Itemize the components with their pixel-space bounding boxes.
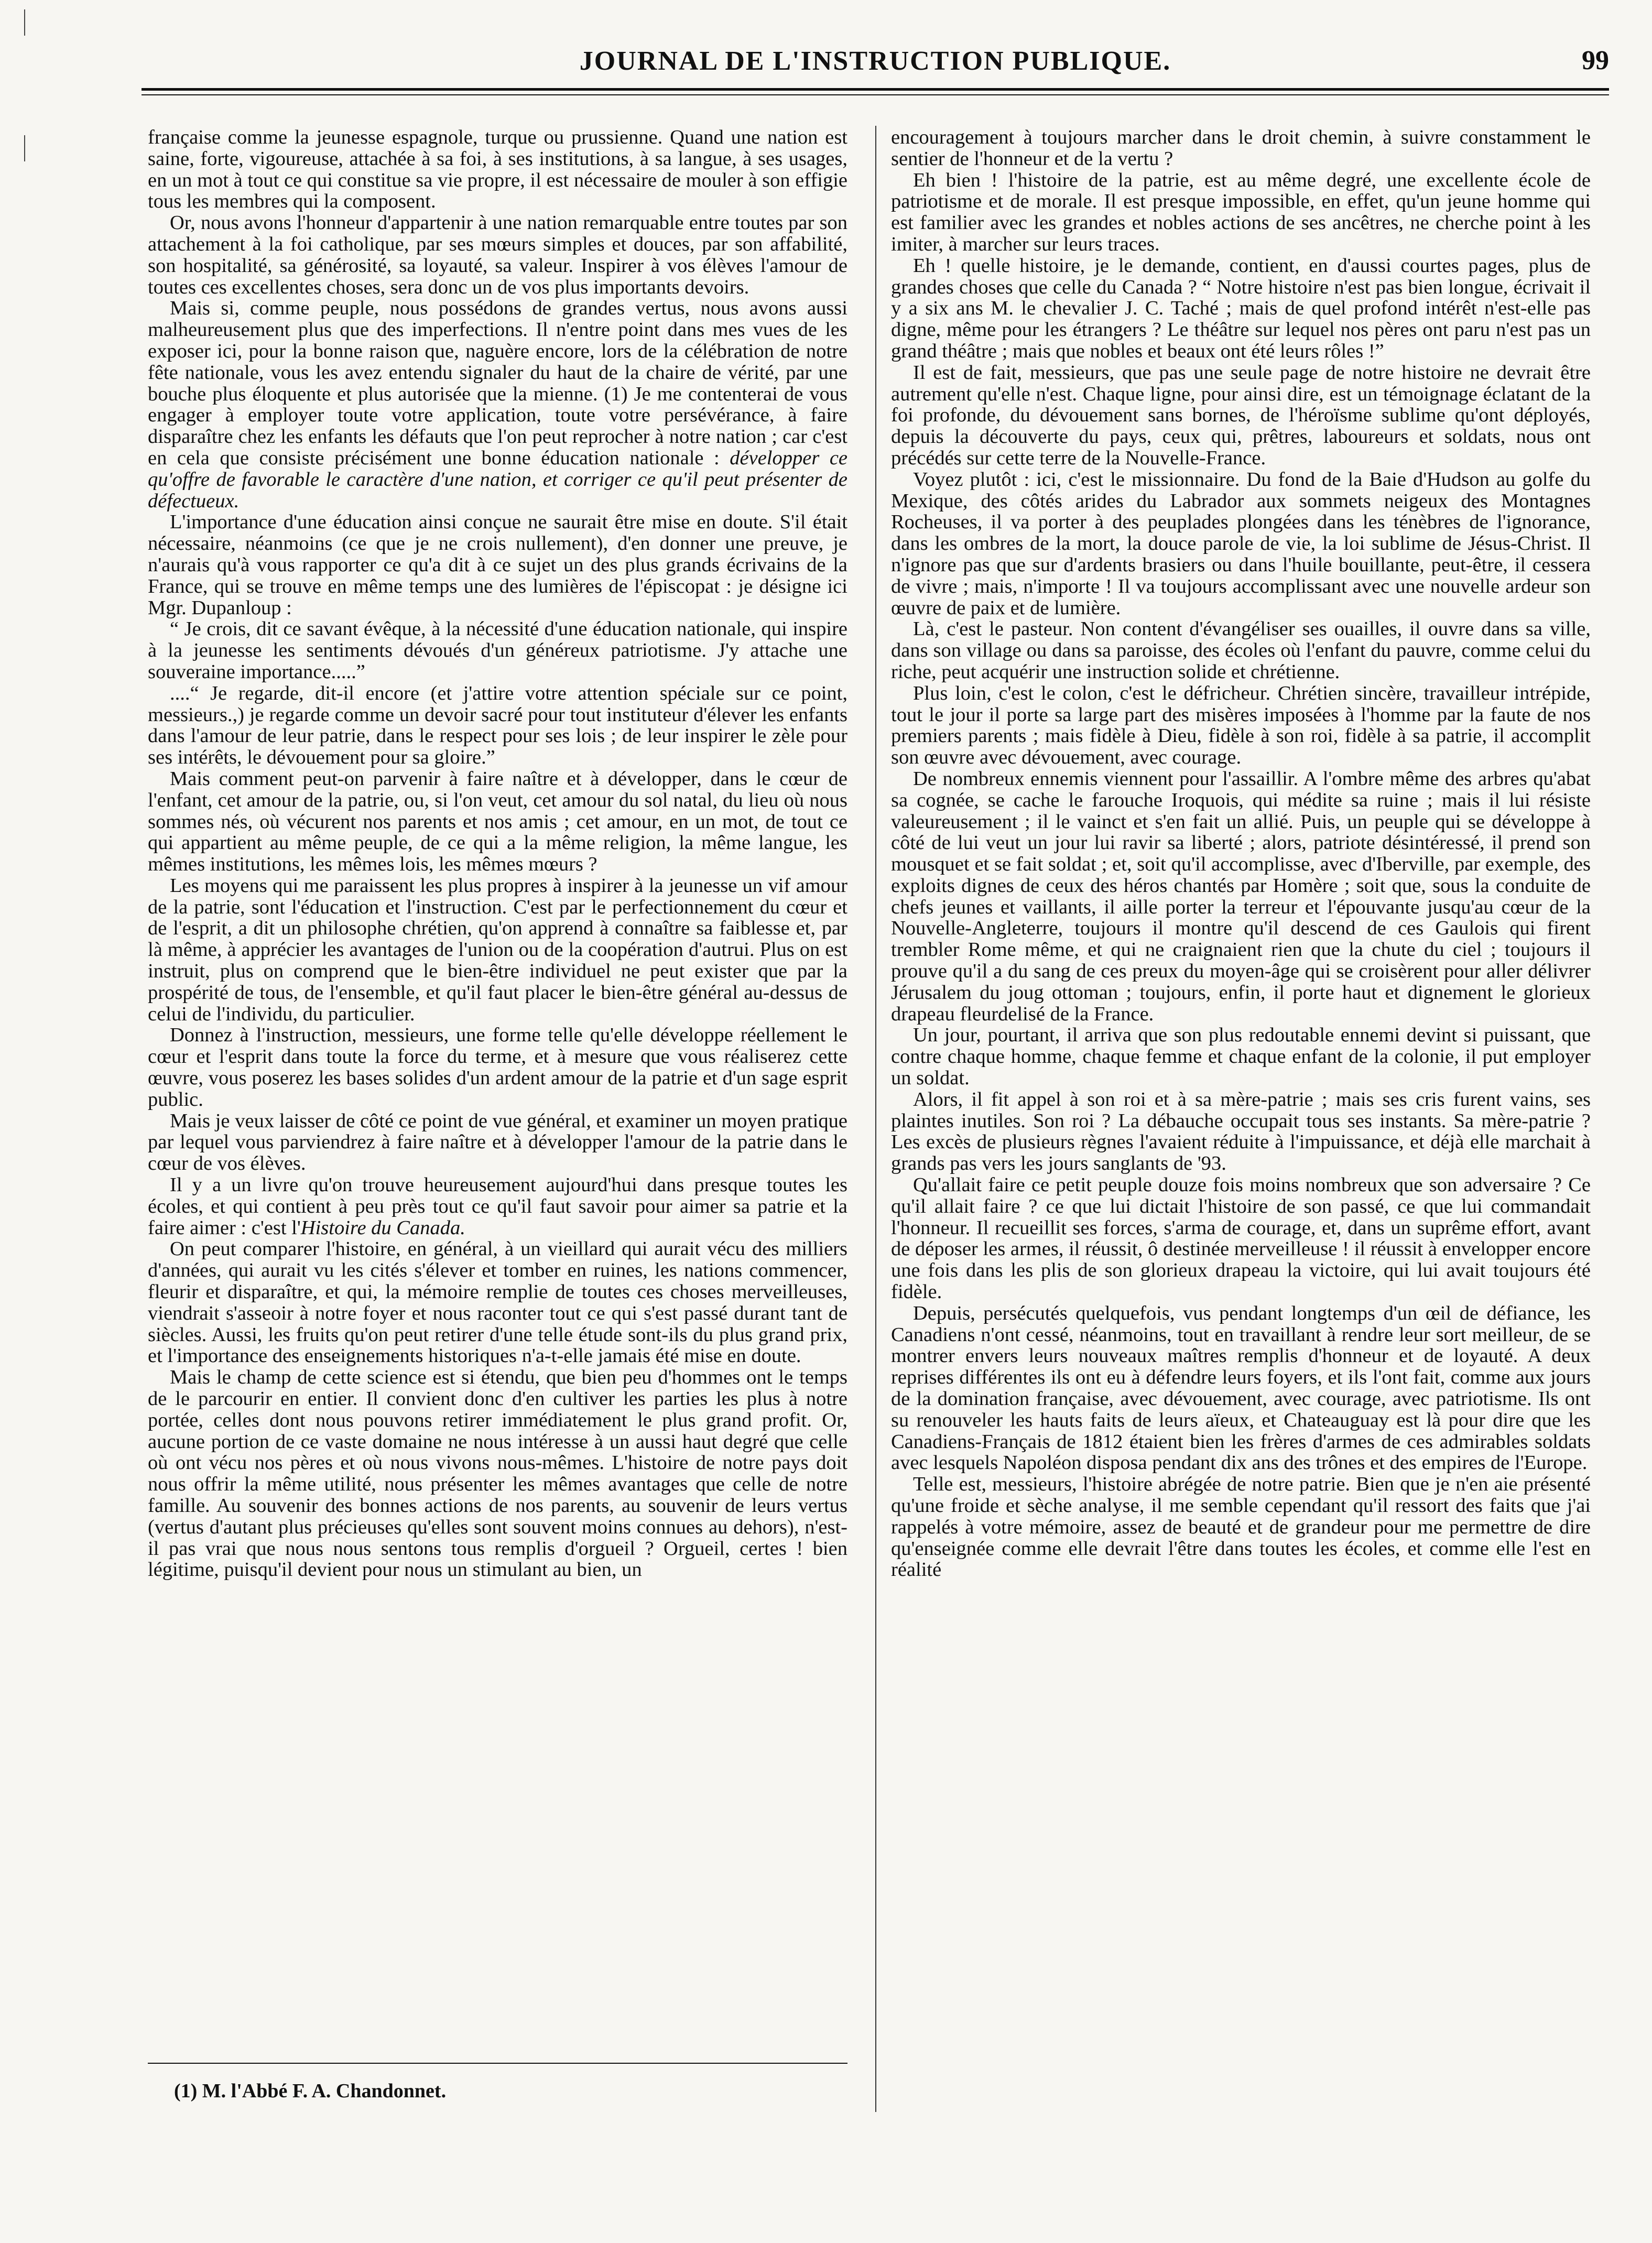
footnote: (1) M. l'Abbé F. A. Chandonnet. [174,2080,447,2102]
paragraph [148,1174,847,1238]
paragraph: Mais comment peut-on parvenir à faire naître et à développer, dans le cœur de l'enfant, cet amour de la patrie, ou, si l'on veut, cet amour du sol natal, du lieu où nous sommes nés, où vécurent nos parents et nos amis ; cet amour, en un mot, de tout ce qui appartient au même peuple, de ce qui a la même religion, la même langue, les mêmes institutions, les mêmes lois, les mêmes mœurs ? [148,767,847,876]
paragraph: Qu'allait faire ce petit peuple douze fois moins nombreux que son adversaire ? Ce qu'il allait faire ? ce que lui dictait l'histoire de son passé, ce que lui commandait l'honneur. Il recueillit ses forces, s'arma de courage, et, dans un suprême effort, avant de déposer les armes, il réussit, ô destinée merveilleuse ! il réussit à envelopper encore une fois dans les plis de son glorieux drapeau la victoire, qui lui avait toujours été fidèle. [891,1174,1591,1303]
paragraph: Depuis, persécutés quelquefois, vus pendant longtemps d'un œil de défiance, les Canadiens n'ont cessé, néanmoins, tout en travaillant à rendre leur sort meilleur, de se montrer envers leurs nouveaux maîtres remplis d'honneur et de loyauté. A deux reprises différentes ils ont eu à défendre leurs foyers, et ils l'ont fait, comme aux jours de la domination française, avec dévouement, avec courage, avec patriotisme. Ils ont su renouveler les hauts faits de leurs aïeux, et Chateauguay est là pour dire que les Canadiens-Français de 1812 étaient bien les frères d'armes de ces admirables soldats avec lesquels Napoléon disposa pendant dix ans des trônes et des empires de l'Europe. [891,1302,1591,1474]
paragraph: L'importance d'une éducation ainsi conçue ne saurait être mise en doute. S'il était nécessaire, néanmoins (ce que je ne crois nullement), d'en donner une preuve, je n'aurais qu'à vous rapporter ce qu'a dit à ce sujet un des plus grands écrivains de la France, qui se trouve en même temps une des lumières de l'épiscopat : je désigne ici Mgr. Dupanloup : [148,511,847,619]
paragraph: Eh ! quelle histoire, je le demande, contient, en d'aussi courtes pages, plus de grandes choses que celle du Canada ? “ Notre histoire n'est pas bien longue, écrivait il y a six ans M. le chevalier J. C. Taché ; mais de quel profond intérêt n'est-elle pas digne, même pour les étrangers ? Le théâtre sur lequel nos pères ont paru n'est pas un grand théâtre ; mais que nobles et beaux ont été leurs rôles !” [891,254,1591,362]
paragraph: française comme la jeunesse espagnole, turque ou prussienne. Quand une nation est saine, forte, vigoureuse, attachée à sa foi, à ses institutions, à sa langue, à ses usages, en un mot à tout ce qui constitue sa vie propre, il est nécessaire de mouler à son effigie tous les membres qui la composent. [148,126,847,213]
paragraph: Telle est, messieurs, l'histoire abrégée de notre patrie. Bien que je n'en aie présenté qu'une froide et sèche analyse, il me semble cependant qu'il ressort des faits que j'ai rappelés à votre mémoire, assez de beauté et de grandeur pour me permettre de dire qu'enseignée comme elle devrait l'être dans toutes les écoles, et comme elle l'est en réalité [891,1473,1591,1581]
paragraph: Eh bien ! l'histoire de la patrie, est au même degré, une excellente école de patriotisme et de morale. Il est presque impossible, en effet, qu'un jeune homme qui est familier avec les grandes et nobles actions de ses ancêtres, ne cherche point à les imiter, à marcher sur leurs traces. [891,169,1591,255]
quotation: “ Je crois, dit ce savant évêque, à la nécessité d'une éducation nationale, qui inspire à la jeunesse les sentiments dévoués d'un généreux patriotisme. J'y attache une souveraine importance.....” [148,618,847,683]
header-rule-thin [142,94,1609,95]
paragraph: Là, c'est le pasteur. Non content d'évangéliser ses ouailles, il ouvre dans sa ville, dans son village ou dans sa paroisse, des écoles où l'enfant du pauvre, comme celui du riche, peut acquérir une instruction solide et chrétienne. [891,618,1591,683]
paragraph: Or, nous avons l'honneur d'appartenir à une nation remarquable entre toutes par son attachement à la foi catholique, par ses mœurs simples et douces, par son affabilité, son hospitalité, sa générosité, sa loyauté, sa valeur. Inspirer à vos élèves l'amour de toutes ces excellentes choses, sera donc un de vos plus importants devoirs. [148,212,847,298]
paragraph: Donnez à l'instruction, messieurs, une forme telle qu'elle développe réellement le cœur et l'esprit dans toute la force du terme, et à mesure que vous réaliserez cette œuvre, vous poserez les bases solides d'un ardent amour de la patrie et d'un sage esprit public. [148,1024,847,1110]
header-rule-thick [142,88,1609,91]
paragraph: encouragement à toujours marcher dans le droit chemin, à suivre constamment le sentier de l'honneur et de la vertu ? [891,126,1591,170]
paragraph: Un jour, pourtant, il arriva que son plus redoutable ennemi devint si puissant, que contre chaque homme, chaque femme et chaque enfant de la colonie, il put employer un soldat. [891,1024,1591,1090]
paragraph [148,298,847,511]
page-number: 99 [1582,46,1609,75]
journal-title: JOURNAL DE L'INSTRUCTION PUBLIQUE. [579,46,1171,76]
running-header [142,40,1609,82]
column-divider [875,126,876,2112]
paragraph: De nombreux ennemis viennent pour l'assaillir. A l'ombre même des arbres qu'abat sa cognée, se cache le farouche Iroquois, qui médite sa ruine ; mais il lui résiste valeureusement ; il le vainct et s'en fait un allié. Puis, un peuple qui se développe à côté de lui veut un jour lui ravir sa liberté ; alors, patriote désintéressé, il prend son mousquet et se fait soldat ; et, soit qu'il accomplisse, avec d'Iberville, par exemple, des exploits dignes de ceux des héros chantés par Homère ; soit que, sous la conduite de chefs jeunes et vaillants, il aille porter la terreur et l'épouvante jusqu'au cœur de la Nouvelle-Angleterre, toujours il montre qu'il descend de ces Gaulois qui firent trembler Rome même, et qui ne craignaient rien que la chute du ciel ; toujours il prouve qu'il a du sang de ces preux du moyen-âge qui se croisèrent pour aller délivrer Jérusalem du joug ottoman ; toujours, enfin, il porte haut et dignement le glorieux drapeau fleurdelisé de la France. [891,767,1591,1025]
paragraph: Mais le champ de cette science est si étendu, que bien peu d'hommes ont le temps de le parcourir en entier. Il convient donc d'en cultiver les parties les plus à notre portée, celles dont nous pouvons retirer immédiatement le plus grand profit. Or, aucune portion de ce vaste domaine ne nous intéresse à un aussi haut degré que celle où ont vécu nos pères et où nous vivons nous-mêmes. L'histoire de notre pays doit nous offrir la même utilité, nous présenter les mêmes avantages que celle de notre famille. Au souvenir des bonnes actions de nos parents, au souvenir de leurs vertus (vertus d'autant plus précieuses qu'elles sont souvent moins connues au dehors), n'est-il pas vrai que nous nous sentons tous remplis d'orgueil ? Orgueil, certes ! bien légitime, puisqu'il devient pour nous un stimulant au bien, un [148,1366,847,1581]
paragraph-text: Mais si, comme peuple, nous possédons de grandes vertus, nous avons aussi malheureusement plus que des imperfections. Il n'entre point dans mes vues de les exposer ici, pour la bonne raison que, naguère encore, lors de la célébration de notre fête nationale, vous les avez entendu signaler du haut de la chaire de vérité, par une bouche plus éloquente et plus autorisée que la mienne. (1) Je me contenterai de vous engager à employer toute votre application, toute votre persévérance, à faire disparaître chez les enfants les défauts que l'on peut reprocher à notre nation ; car c'est en cela que consiste précisément une bonne éducation nationale : [148,297,847,469]
paragraph: Plus loin, c'est le colon, c'est le défricheur. Chrétien sincère, travailleur intrépide, tout le jour il porte sa large part des misères imposées à l'homme par la faute de nos premiers parents ; mais fidèle à Dieu, fidèle à son roi, fidèle à sa patrie, il accomplit son œuvre avec dévouement, avec courage. [891,682,1591,769]
book-title: Histoire du Canada. [300,1216,465,1239]
paragraph: Les moyens qui me paraissent les plus propres à inspirer à la jeunesse un vif amour de la patrie, sont l'éducation et l'instruction. C'est par le perfectionnement du cœur et de l'esprit, a dit un philosophe chrétien, qu'on apprend à connaître sa faiblesse et, par là même, à apprécier les avantages de l'union ou de la coopération d'autrui. Plus on est instruit, plus on comprend que le bien-être individuel ne peut exister que par la prospérité de tous, de l'ensemble, et qu'il faut placer le bien-être général au-dessus de celui de l'individu, du particulier. [148,874,847,1025]
margin-mark [24,9,25,36]
left-column [148,127,847,1581]
paragraph-text: Il y a un livre qu'on trouve heureusement aujourd'hui dans presque toutes les écoles, et qui contient à peu près tout ce qu'il faut savoir pour aimer sa patrie et la faire aimer : c'est l' [148,1174,847,1239]
right-column [891,127,1591,1581]
italic-quote: développer ce qu'offre de favorable le caractère d'une nation, et corriger ce qu'il peut présenter de défectueux. [148,447,847,512]
paragraph: On peut comparer l'histoire, en général, à un vieillard qui aurait vécu des milliers d'années, qui aurait vu les cités s'élever et tomber en ruines, les nations commencer, fleurir et disparaître, et qui, la mémoire remplie de toutes ces choses merveilleuses, viendrait s'asseoir à notre foyer et nous raconter tout ce qui s'est passé durant tant de siècles. Aussi, les fruits qu'on peut retirer d'une telle étude sont-ils du plus grand prix, et l'importance des enseignements historiques n'a-t-elle jamais été mise en doute. [148,1238,847,1367]
paragraph: Mais je veux laisser de côté ce point de vue général, et examiner un moyen pratique par lequel vous parviendrez à faire naître et à développer l'amour de la patrie dans le cœur de vos élèves. [148,1109,847,1175]
paragraph: Alors, il fit appel à son roi et à sa mère-patrie ; mais ses cris furent vains, ses plaintes inutiles. Son roi ? La débauche occupait tous ses instants. Sa mère-patrie ? Les excès de plusieurs règnes l'avaient réduite à l'impuissance, et déjà elle marchait à grands pas vers les jours sanglants de '93. [891,1088,1591,1175]
paragraph: Il est de fait, messieurs, que pas une seule page de notre histoire ne devrait être autrement qu'elle n'est. Chaque ligne, pour ainsi dire, est un témoignage éclatant de la foi profonde, du dévouement sans bornes, de l'héroïsme sublime qu'ont déployés, depuis la découverte du pays, ceux qui, prêtres, laboureurs et soldats, nous ont précédés sur cette terre de la Nouvelle-France. [891,361,1591,469]
footnote-rule [148,2063,847,2064]
margin-mark [24,135,25,161]
quotation: ....“ Je regarde, dit-il encore (et j'attire votre attention spéciale sur ce point, messieurs.,) je regarde comme un devoir sacré pour tout instituteur d'élever les enfants dans l'amour de leur patrie, dans le respect pour ses lois ; de leur inspirer le zèle pour ses intérêts, le dévouement pour sa gloire.” [148,682,847,769]
paragraph: Voyez plutôt : ici, c'est le missionnaire. Du fond de la Baie d'Hudson au golfe du Mexique, des côtés arides du Labrador aux sommets neigeux des Montagnes Rocheuses, il va porter à des peuplades plongées dans les ténèbres de l'ignorance, dans les ombres de la mort, la douce parole de vie, la loi sublime de Jésus-Christ. Il n'ignore pas que sur d'ardents brasiers ou dans l'huile bouillante, peut-être, il cessera de vivre ; mais, n'importe ! Il va toujours accomplissant avec une nouvelle ardeur son œuvre de paix et de lumière. [891,468,1591,619]
